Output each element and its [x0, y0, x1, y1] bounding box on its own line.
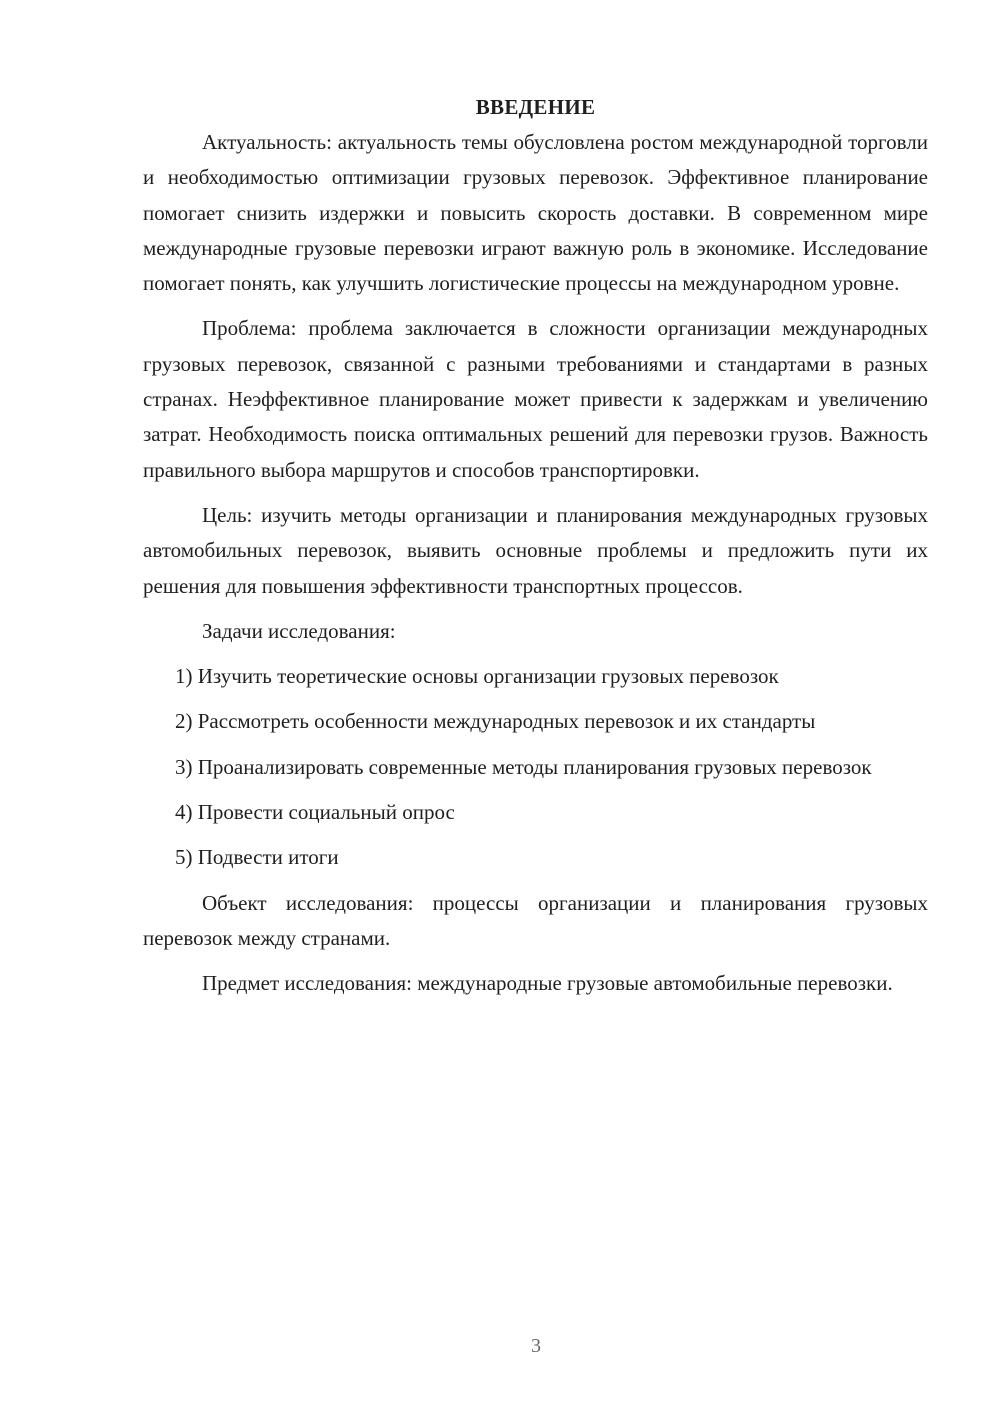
document-page: [143, 90, 928, 1012]
page-number: 3: [531, 1335, 541, 1357]
object-paragraph: Объект исследования: процессы организации и планирования грузовых перевозок между странами.: [143, 890, 928, 950]
task-item-1: 1) Изучить теоретические основы организации грузовых перевозок: [175, 664, 779, 689]
problem-paragraph: Проблема: проблема заключается в сложности организации международных грузовых перевозок, связанной с разными требованиями и стандартами в разных странах. Неэффективное планирование может привести к задержкам и увеличению затрат. Необходимость поиска оптимальных решений для перевозки грузов. Важность правильного выбора маршрутов и способов транспортировки.: [143, 316, 928, 482]
relevance-paragraph: Актуальность: актуальность темы обусловлена ростом международной торговли и необходимостью оптимизации грузовых перевозок. Эффективное планирование помогает снизить издержки и повысить скорость доставки. В современном мире международные грузовые перевозки играют важную роль в экономике. Исследование помогает понять, как улучшить логистические процессы на международном уровне.: [143, 130, 928, 296]
task-item-4: 4) Провести социальный опрос: [175, 800, 455, 825]
goal-paragraph: Цель: изучить методы организации и планирования международных грузовых автомобильных перевозок, выявить основные проблемы и предложить пути их решения для повышения эффективности транспортных процессов.: [143, 502, 928, 598]
task-item-2: 2) Рассмотреть особенности международных перевозок и их стандарты: [175, 709, 816, 734]
tasks-heading: Задачи исследования:: [202, 618, 396, 643]
task-item-5: 5) Подвести итоги: [175, 845, 339, 870]
subject-paragraph: Предмет исследования: международные грузовые автомобильные перевозки.: [202, 971, 893, 996]
section-heading: ВВЕДЕНИЕ: [475, 95, 596, 119]
task-item-3: 3) Проанализировать современные методы планирования грузовых перевозок: [175, 754, 872, 779]
